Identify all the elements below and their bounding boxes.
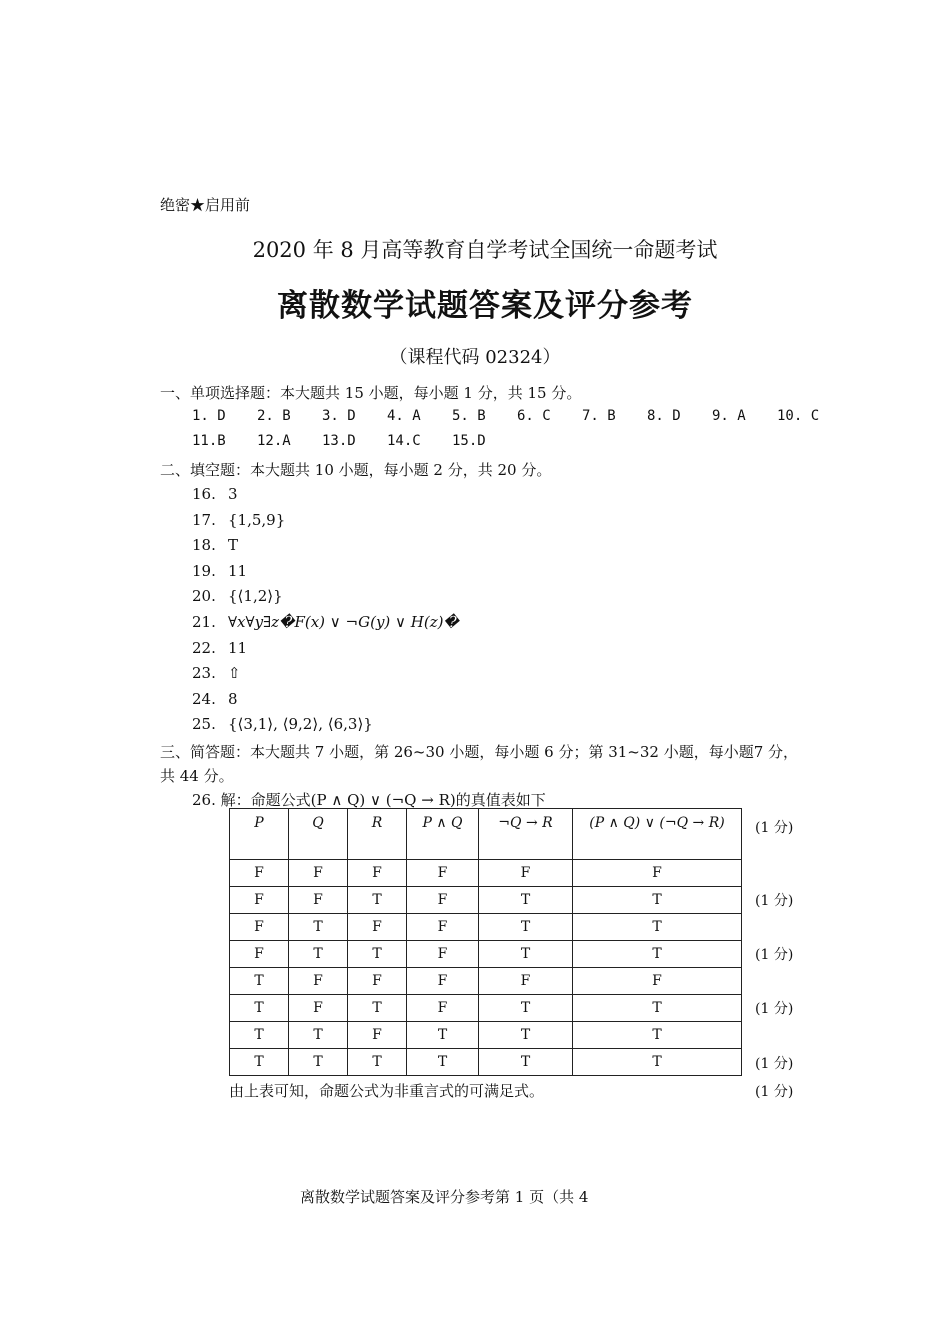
table-cell: F [407, 860, 479, 887]
score-note: (1 分) [755, 1084, 794, 1100]
table-cell: T [348, 1049, 407, 1076]
fill-value: {⟨3,1⟩, ⟨9,2⟩, ⟨6,3⟩} [228, 715, 373, 733]
score-note: (1 分) [755, 820, 794, 836]
header-cell: ¬Q → R [479, 809, 573, 860]
choice-answer: 3. D [322, 408, 356, 424]
score-note: (1 分) [755, 947, 794, 963]
table-cell: F [230, 941, 289, 968]
fill-number: 16. [192, 485, 216, 503]
table-cell: T [573, 1049, 742, 1076]
fill-number: 20. [192, 587, 216, 605]
choice-answer: 14.C [387, 433, 421, 449]
choice-answer: 10. C [777, 408, 820, 424]
table-cell: T [479, 995, 573, 1022]
table-cell: T [348, 941, 407, 968]
choice-answer: 9. A [712, 408, 746, 424]
table-cell: F [479, 968, 573, 995]
table-cell: T [479, 941, 573, 968]
table-row [230, 995, 742, 1022]
fill-answer [192, 639, 247, 657]
table-cell: F [289, 860, 348, 887]
header-cell: P [230, 809, 289, 860]
table-cell: F [407, 968, 479, 995]
choice-answer: 8. D [647, 408, 681, 424]
score-note: (1 分) [755, 1056, 794, 1072]
table-row [230, 1022, 742, 1049]
table-row [230, 941, 742, 968]
table-cell: F [407, 887, 479, 914]
table-row [230, 887, 742, 914]
truth-table-header [230, 809, 742, 860]
fill-value: 3 [228, 485, 238, 503]
table-cell: T [348, 995, 407, 1022]
table-cell: T [289, 1049, 348, 1076]
table-row [230, 860, 742, 887]
fill-value: {1,5,9} [228, 511, 286, 529]
table-cell: F [289, 887, 348, 914]
header-cell: (P ∧ Q) ∨ (¬Q → R) [573, 809, 742, 860]
q26-intro: 26. 解：命题公式(P ∧ Q) ∨ (¬Q → R)的真值表如下 [192, 791, 546, 809]
table-cell: F [407, 941, 479, 968]
fill-answer [192, 511, 285, 529]
choice-answer: 2. B [257, 408, 291, 424]
fill-number: 21. [192, 613, 216, 631]
table-cell: T [573, 1022, 742, 1049]
choice-answer: 11.B [192, 433, 226, 449]
score-note: (1 分) [755, 1001, 794, 1017]
table-cell: T [573, 941, 742, 968]
fill-answer [192, 715, 373, 733]
table-cell: T [479, 887, 573, 914]
fill-value: 8 [228, 690, 238, 708]
section1-heading: 一、单项选择题：本大题共 15 小题，每小题 1 分，共 15 分。 [160, 384, 582, 402]
conclusion-text: 由上表可知，命题公式为非重言式的可满足式。 [229, 1082, 545, 1100]
fill-number: 25. [192, 715, 216, 733]
choice-answer: 1. D [192, 408, 226, 424]
table-cell: F [348, 914, 407, 941]
table-row [230, 1049, 742, 1076]
table-cell: T [479, 914, 573, 941]
choice-answers-row2 [192, 433, 517, 449]
fill-value: T [228, 536, 239, 554]
fill-answer [192, 690, 238, 708]
header-cell: R [348, 809, 407, 860]
header-cell: Q [289, 809, 348, 860]
table-cell: T [289, 941, 348, 968]
header-cell: P ∧ Q [407, 809, 479, 860]
table-cell: T [348, 887, 407, 914]
table-cell: F [289, 968, 348, 995]
table-cell: T [573, 914, 742, 941]
table-cell: F [289, 995, 348, 1022]
table-cell: T [407, 1049, 479, 1076]
choice-answer: 4. A [387, 408, 421, 424]
choice-answer: 7. B [582, 408, 616, 424]
table-cell: T [479, 1022, 573, 1049]
fill-value: 11 [228, 562, 248, 580]
choice-answer: 12.A [257, 433, 291, 449]
table-cell: F [407, 914, 479, 941]
fill-number: 23. [192, 664, 216, 682]
table-row [230, 968, 742, 995]
choice-answer: 15.D [452, 433, 486, 449]
exam-name: 2020 年 8 月高等教育自学考试全国统一命题考试 [252, 238, 718, 262]
fill-value: {⟨1,2⟩} [228, 587, 283, 605]
section3-heading: 三、简答题：本大题共 7 小题，第 26~30 小题，每小题 6 分；第 31~32 小题，每小题7 分，共 44 分。 [160, 743, 799, 785]
truth-table [229, 808, 742, 1076]
fill-number: 18. [192, 536, 216, 554]
table-cell: T [289, 914, 348, 941]
table-cell: T [230, 968, 289, 995]
course-code: （课程代码 02324） [389, 347, 561, 368]
choice-answer: 6. C [517, 408, 551, 424]
fill-number: 22. [192, 639, 216, 657]
score-note: (1 分) [755, 893, 794, 909]
fill-answer [192, 664, 241, 682]
section2-heading: 二、填空题：本大题共 10 小题，每小题 2 分，共 20 分。 [160, 461, 552, 479]
table-cell: F [573, 860, 742, 887]
table-cell: F [348, 1022, 407, 1049]
table-cell: F [348, 968, 407, 995]
page-footer: 离散数学试题答案及评分参考第 1 页（共 4 [300, 1188, 589, 1206]
fill-value: 11 [228, 639, 248, 657]
table-cell: F [407, 995, 479, 1022]
confidential-mark: 绝密★启用前 [160, 196, 251, 214]
fill-answer [192, 536, 238, 554]
fill-number: 24. [192, 690, 216, 708]
table-cell: F [230, 887, 289, 914]
table-cell: T [289, 1022, 348, 1049]
table-cell: F [348, 860, 407, 887]
table-cell: T [230, 1049, 289, 1076]
choice-answer: 13.D [322, 433, 356, 449]
table-cell: F [230, 860, 289, 887]
fill-value: ⇧ [228, 664, 241, 682]
fill-answer [192, 485, 238, 503]
table-cell: T [407, 1022, 479, 1049]
table-cell: F [573, 968, 742, 995]
table-cell: F [230, 914, 289, 941]
table-cell: T [479, 1049, 573, 1076]
fill-answer [192, 587, 283, 605]
table-cell: T [573, 995, 742, 1022]
fill-number: 17. [192, 511, 216, 529]
table-cell: F [479, 860, 573, 887]
table-row [230, 914, 742, 941]
table-cell: T [230, 995, 289, 1022]
fill-answer [192, 613, 459, 631]
document-title: 离散数学试题答案及评分参考 [277, 288, 693, 324]
table-cell: T [573, 887, 742, 914]
table-cell: T [230, 1022, 289, 1049]
fill-answer [192, 562, 247, 580]
choice-answer: 5. B [452, 408, 486, 424]
fill-value: ∀x∀y∃z�F(x) ∨ ¬G(y) ∨ H(z)� [228, 613, 459, 631]
fill-number: 19. [192, 562, 216, 580]
choice-answers-row1 [192, 408, 822, 424]
